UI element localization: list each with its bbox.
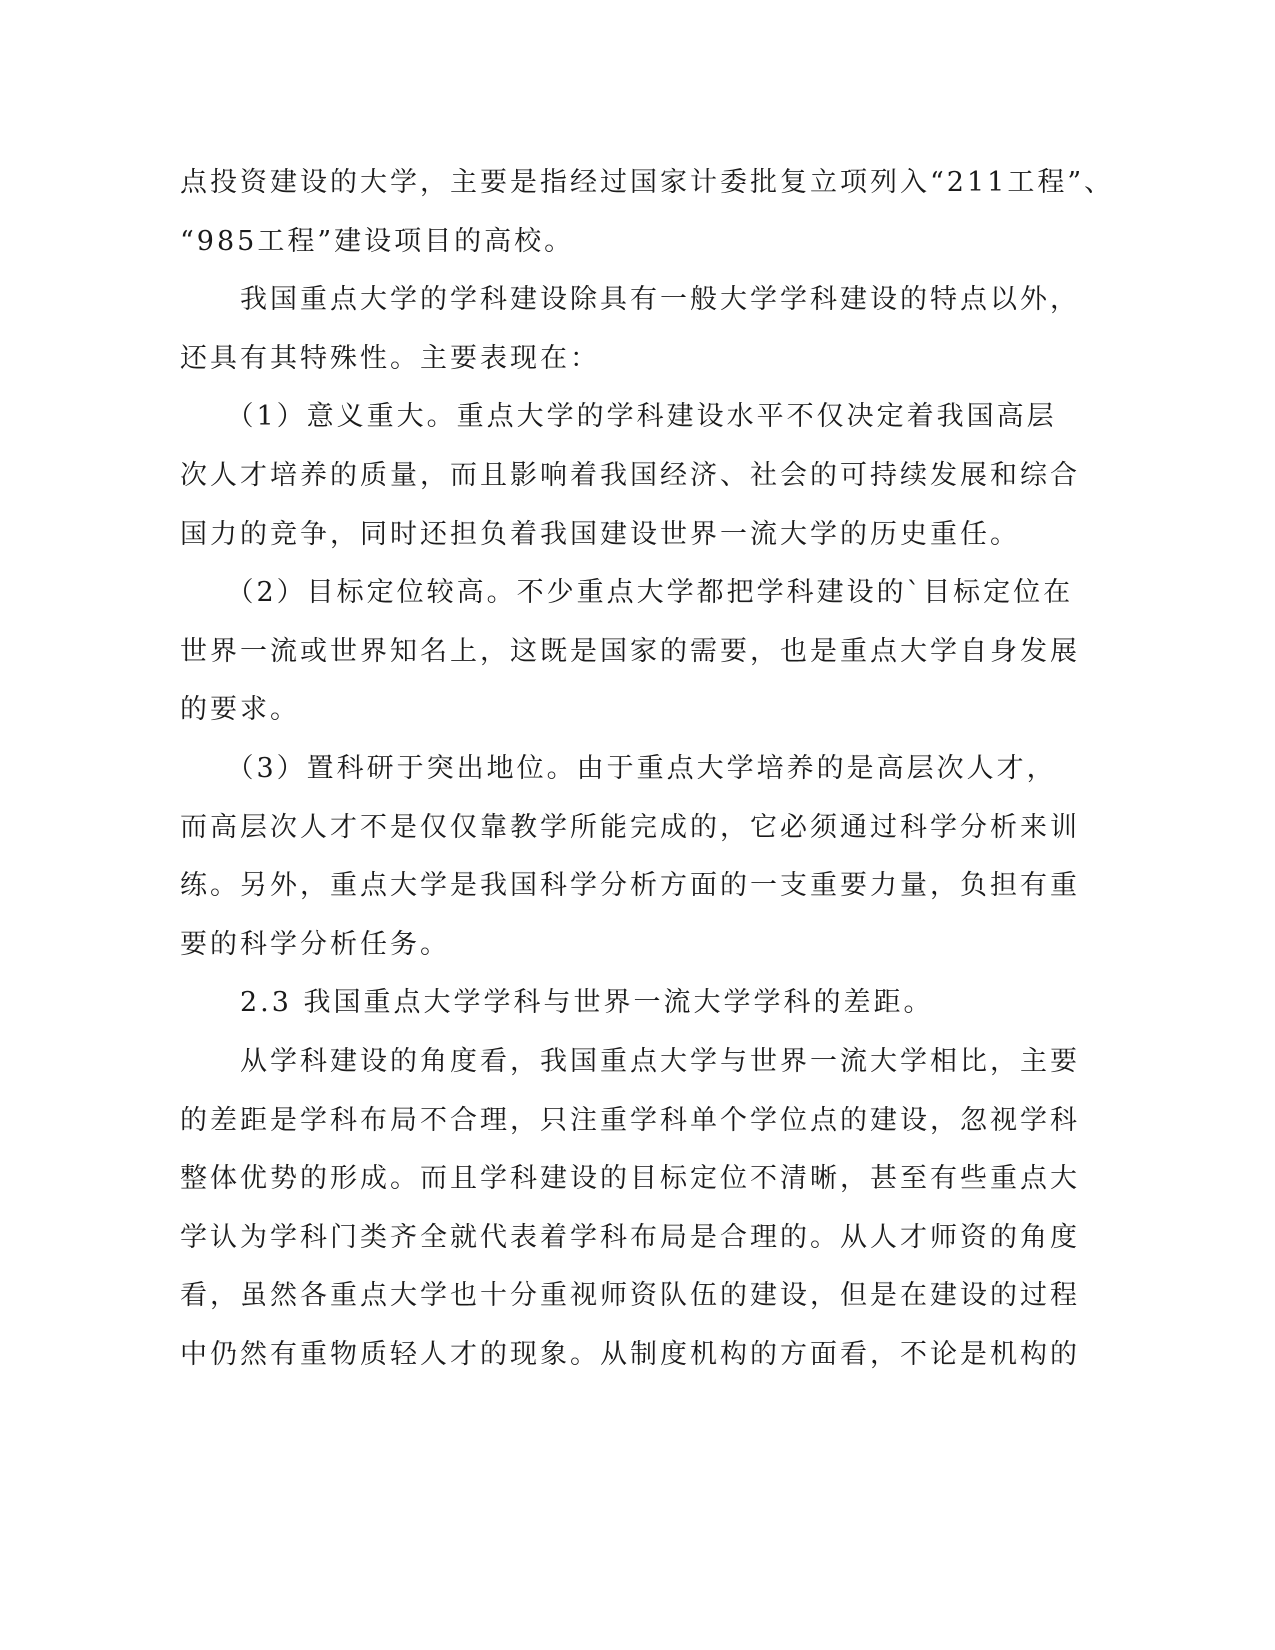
- section-heading: [180, 974, 1030, 1033]
- text-line: （1）意义重大。重点大学的学科建设水平不仅决定着我国高层: [180, 401, 1057, 433]
- text-line: 学认为学科门类齐全就代表着学科布局是合理的。从人才师资的角度: [180, 1221, 1080, 1253]
- paragraph-point-2: [180, 564, 1080, 740]
- text-line: 练。另外，重点大学是我国科学分析方面的一支重要力量，负担有重: [180, 870, 1080, 902]
- text-line: 的差距是学科布局不合理，只注重学科单个学位点的建设，忽视学科: [180, 1104, 1080, 1136]
- paragraph-point-1: [180, 388, 1080, 564]
- text-line: （3）置科研于突出地位。由于重点大学培养的是高层次人才，: [180, 752, 1057, 784]
- text-line: （2）目标定位较高。不少重点大学都把学科建设的`目标定位在: [180, 577, 1074, 609]
- text-line: 点投资建设的大学，主要是指经过国家计委批复立项列入“211工程”、: [180, 167, 1115, 198]
- text-line: 从学科建设的角度看，我国重点大学与世界一流大学相比，主要: [180, 1045, 1080, 1077]
- body-text: [180, 154, 1115, 1384]
- text-line: 看，虽然各重点大学也十分重视师资队伍的建设，但是在建设的过程: [180, 1280, 1080, 1312]
- text-line: 还具有其特殊性。主要表现在：: [180, 342, 600, 374]
- text-line: 整体优势的形成。而且学科建设的目标定位不清晰，甚至有些重点大: [180, 1163, 1080, 1195]
- text-line: 世界一流或世界知名上，这既是国家的需要，也是重点大学自身发展: [180, 635, 1080, 667]
- paragraph-point-3: [180, 740, 1080, 974]
- text-line: 次人才培养的质量，而且影响着我国经济、社会的可持续发展和综合: [180, 459, 1080, 491]
- heading-line: 2.3 我国重点大学学科与世界一流大学学科的差距。: [180, 987, 934, 1019]
- text-line: 中仍然有重物质轻人才的现象。从制度机构的方面看，不论是机构的: [180, 1338, 1080, 1370]
- paragraph-characteristics-intro: [180, 271, 1080, 388]
- text-line: 要的科学分析任务。: [180, 928, 450, 960]
- text-line: 的要求。: [180, 694, 300, 726]
- paragraph-intro-continuation: [180, 154, 1115, 271]
- paragraph-gap-analysis: [180, 1033, 1080, 1385]
- text-line: 国力的竞争，同时还担负着我国建设世界一流大学的历史重任。: [180, 518, 1020, 550]
- text-line: 我国重点大学的学科建设除具有一般大学学科建设的特点以外，: [180, 284, 1080, 316]
- text-line: 而高层次人才不是仅仅靠教学所能完成的，它必须通过科学分析来训: [180, 811, 1080, 843]
- text-line: “985工程”建设项目的高校。: [180, 225, 575, 257]
